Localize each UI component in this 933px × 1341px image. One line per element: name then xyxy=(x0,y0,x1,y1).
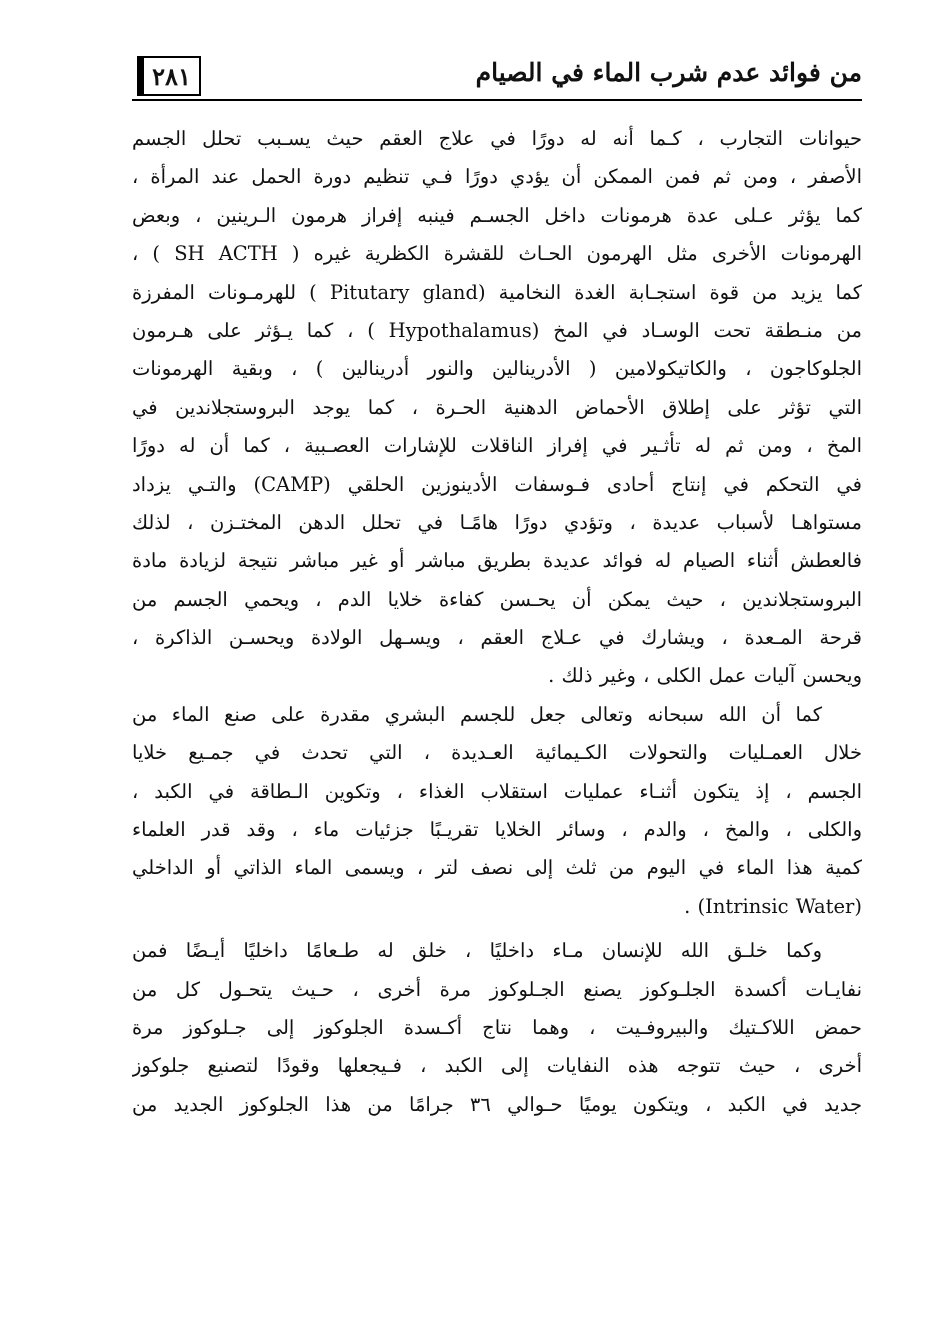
text-line: كما يزيد من قوة استجـابة الغدة النخامية (Pitutary gland ) للهرمـونات المفرزة xyxy=(132,280,862,304)
text-line: التي تؤثر على إطلاق الأحماض الدهنية الحـرة ، كما يوجد البروستجلاندين في xyxy=(132,395,862,419)
running-title: من فوائد عدم شرب الماء في الصيام xyxy=(475,58,862,87)
text-line: كما أن الله سبحانه وتعالى جعل للجسم البشري مقدرة على صنع الماء من xyxy=(132,702,822,726)
header-rule xyxy=(132,99,862,101)
text-line: كما يؤثر عـلى عدة هرمونات داخل الجسـم فينبه إفراز هرمون الـرينين ، وبعض xyxy=(132,203,862,227)
text-line: المخ ، ومن ثم له تأثـير في إفراز الناقلات للإشارات العصـبية ، كما أن له دورًا xyxy=(132,434,862,458)
page-number: ٢٨١ xyxy=(137,56,201,96)
text-line: . (Intrinsic Water) xyxy=(684,894,862,918)
text-line: مستواهـا لأسباب عديدة ، وتؤدي دورًا هامًـا في تحلل الدهن المختـزن ، لذلك xyxy=(132,510,862,534)
text-line: الجلوكاجون ، والكاتيكولامين ( الأدرينالين والنور أدرينالين ) ، وبقية الهرمونات xyxy=(132,357,862,381)
paragraph-1 xyxy=(132,120,862,696)
body-text xyxy=(132,120,862,1124)
text-line: الهرمونات الأخرى مثل الهرمون الحـاث للقشرة الكظرية غيره ( SH ACTH ) ، xyxy=(132,242,862,266)
text-line: فالعطش أثناء الصيام له فوائد عديدة بطريق مباشر أو غير مباشر نتيجة لزيادة مادة xyxy=(132,549,862,573)
text-line: أخرى ، حيث تتوجه هذه النفايات إلى الكبد ، فـيجعلها وقودًا لتصنيع جلوكوز xyxy=(132,1054,862,1078)
text-line: جديد في الكبد ، ويتكون يوميًا حـوالي ٣٦ جرامًا من هذا الجلوكوز الجديد من xyxy=(132,1092,862,1116)
text-line: البروستجلاندين ، حيث يمكن أن يحـسن كفاءة خلايا الدم ، ويحمي الجسم من xyxy=(132,587,862,611)
text-line: من منـطقة تحت الوسـاد في المخ (Hypothalamus ) ، كما يـؤثر على هـرمون xyxy=(132,318,862,342)
paragraph-2 xyxy=(132,696,862,926)
text-line: ويحسن آليات عمل الكلى ، وغير ذلك . xyxy=(548,664,862,688)
text-line: وكما خلـق الله للإنسان مـاء داخليًا ، خلق له طـعامًا داخليًا أيـضًا فمن xyxy=(132,939,822,963)
text-line: والكلى ، والمخ ، والدم ، وسائر الخلايا تقريـبًا جزئيات ماء ، وقد قدر العلماء xyxy=(132,818,862,842)
text-line: حمض اللاكـتيك والبيروفـيت ، وهما نتاج أكـسدة الجلوكوز إلى جـلوكوز مرة xyxy=(132,1015,862,1039)
paragraph-3 xyxy=(132,932,862,1124)
text-line: في التحكم في إنتاج أحادى فـوسفات الأدينوزين الحلقي (CAMP) والتـي يزداد xyxy=(132,472,862,496)
text-line: الأصفر ، ومن ثم فمن الممكن أن يؤدي دورًا فـي تنظيم دورة الحمل عند المرأة ، xyxy=(132,165,862,189)
text-line: خلال العمـليات والتحولات الكـيمائية العـديدة ، التي تحدث في جمـيع خلايا xyxy=(132,741,862,765)
page-header xyxy=(132,52,862,106)
text-line: الجسم ، إذ يتكون أثنـاء عمليات استقلاب الغذاء ، وتكوين الـطاقة في الكبد ، xyxy=(132,779,862,803)
text-line: كمية هذا الماء في اليوم من ثلث إلى نصف لتر ، ويسمى الماء الذاتي أو الداخلي xyxy=(132,856,862,880)
text-line: قرحة المـعدة ، ويشارك في عـلاج العقم ، ويسـهل الولادة ويحسـن الذاكرة ، xyxy=(132,626,862,650)
text-line: نفايـات أكسدة الجلـوكوز يصنع الجـلوكوز مرة أخرى ، حـيث يتحـول كل من xyxy=(132,977,862,1001)
text-line: حيوانات التجارب ، كـما أنه له دورًا في علاج العقم حيث يسـبب تحلل الجسم xyxy=(132,127,862,150)
